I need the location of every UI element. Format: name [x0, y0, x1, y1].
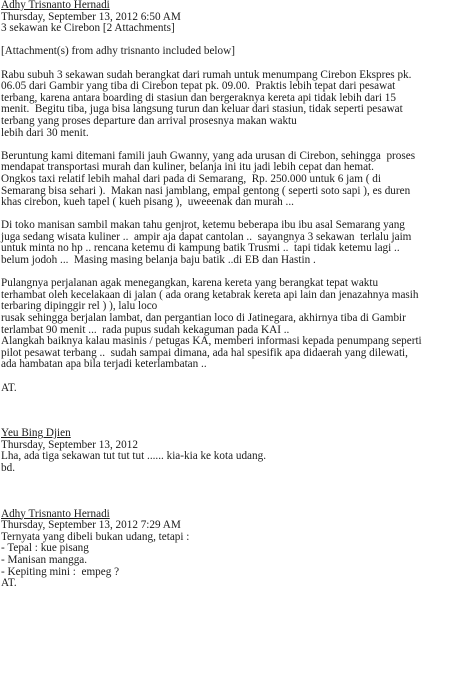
message-subject: 3 sekawan ke Cirebon [2 Attachments]: [1, 22, 175, 35]
body-line: 06.05 dari Gambir yang tiba di Cirebon tepat pk. 09.00. Praktis lebih tepat dari pesawat: [1, 80, 396, 93]
message-1: [1, 0, 453, 394]
body-line: belum jodoh ... Masing masing belanja baju batik ..di EB dan Hastin .: [1, 254, 316, 267]
body-line: terbang yang proses departure dan arrival prosesnya makan waktu: [1, 114, 297, 127]
message-date: Thursday, September 13, 2012 7:29 AM: [1, 519, 181, 532]
message-3: [1, 509, 453, 590]
body-line: khas cirebon, kueh tapel ( kueh pisang ), uweeenak dan murah ...: [1, 196, 294, 209]
message-date: Thursday, September 13, 2012 6:50 AM: [1, 10, 181, 23]
paragraph-2: [1, 151, 453, 209]
message-date: Thursday, September 13, 2012: [1, 438, 138, 451]
body-line: - Tepal : kue pisang: [1, 542, 89, 555]
body-line: menit. Begitu tiba, juga bisa langsung turun dan keluar dari stasiun, tidak seperti pesawat: [1, 103, 403, 116]
body-line: - Kepiting mini : empeg ?: [1, 565, 120, 578]
signature: AT.: [1, 577, 17, 590]
paragraph-1: [1, 70, 453, 140]
body-line: terbang, karena antara boarding di stasiun dan bergeraknya kereta api tidak lebih dari 15: [1, 91, 396, 104]
body-line: bd.: [1, 461, 15, 474]
body-line: terbaring dipinggir rel ) ), lalu loco: [1, 300, 158, 313]
body-line: - Manisan mangga.: [1, 553, 88, 566]
body-line: Alangkah baiknya kalau masinis / petugas KA, memberi informasi kepada penumpang seperti: [1, 335, 422, 348]
body-line: Ternyata yang dibeli bukan udang, tetapi :: [1, 530, 190, 543]
body-line: Pulangnya perjalanan agak menegangkan, karena kereta yang berangkat tepat waktu: [1, 277, 379, 290]
attachment-note: [Attachment(s) from adhy trisnanto included below]: [1, 45, 235, 58]
message-2: [1, 428, 453, 474]
body-line: rusak sehingga berjalan lambat, dan pergantian loco di Jatinegara, akhirnya tiba di Gambir: [1, 312, 406, 325]
paragraph-4: [1, 278, 453, 371]
body-line: Beruntung kami ditemani famili jauh Gwanny, yang ada urusan di Cirebon, sehingga proses: [1, 149, 416, 162]
sender-name-link[interactable]: Yeu Bing Djien: [1, 427, 71, 440]
body-line: juga sedang wisata kuliner .. ampir aja dapat cantolan .. sayangnya 3 sekawan terlalu jaim: [1, 230, 412, 243]
paragraph-3: [1, 220, 453, 266]
sender-name-link[interactable]: Adhy Trisnanto Hernadi: [1, 507, 110, 520]
body-line: Ongkos taxi relatif lebih mahal dari pada di Semarang, Rp. 250.000 untuk 6 jam ( di: [1, 172, 381, 185]
body-line: Di toko manisan sambil makan tahu genjrot, ketemu beberapa ibu ibu asal Semarang yang: [1, 219, 405, 232]
body-line: terhambat oleh kecelakaan di jalan ( ada orang ketabrak kereta api lain dan jenazahnya masih: [1, 288, 419, 301]
body-line: ada hambatan apa bila terjadi keterlambatan ..: [1, 358, 207, 371]
body-line: untuk minta no hp .. rencana ketemu di kampung batik Trusmi .. tapi tidak ketemu lagi ..: [1, 242, 400, 255]
body-line: pilot pesawat terbang .. sudah sampai dimana, ada hal spesifik apa didaerah yang dilewati,: [1, 346, 408, 359]
signature: AT.: [1, 381, 17, 394]
body-line: Semarang bisa sehari ). Makan nasi jamblang, empal gentong ( seperti soto sapi ), es duren: [1, 184, 411, 197]
body-line: lebih dari 30 menit.: [1, 126, 89, 139]
body-line: mendapat transportasi murah dan kuliner, belanja ini itu jadi lebih cepat dan hemat.: [1, 161, 374, 174]
sender-name-link[interactable]: Adhy Trisnanto Hernadi: [1, 0, 110, 11]
body-line: terlambat 90 menit ... rada pupus sudah kekaguman pada KAI ..: [1, 323, 290, 336]
body-line: Lha, ada tiga sekawan tut tut tut ...... kia-kia ke kota udang.: [1, 450, 267, 463]
body-line: Rabu subuh 3 sekawan sudah berangkat dari rumah untuk menumpang Cirebon Ekspres pk.: [1, 68, 412, 81]
